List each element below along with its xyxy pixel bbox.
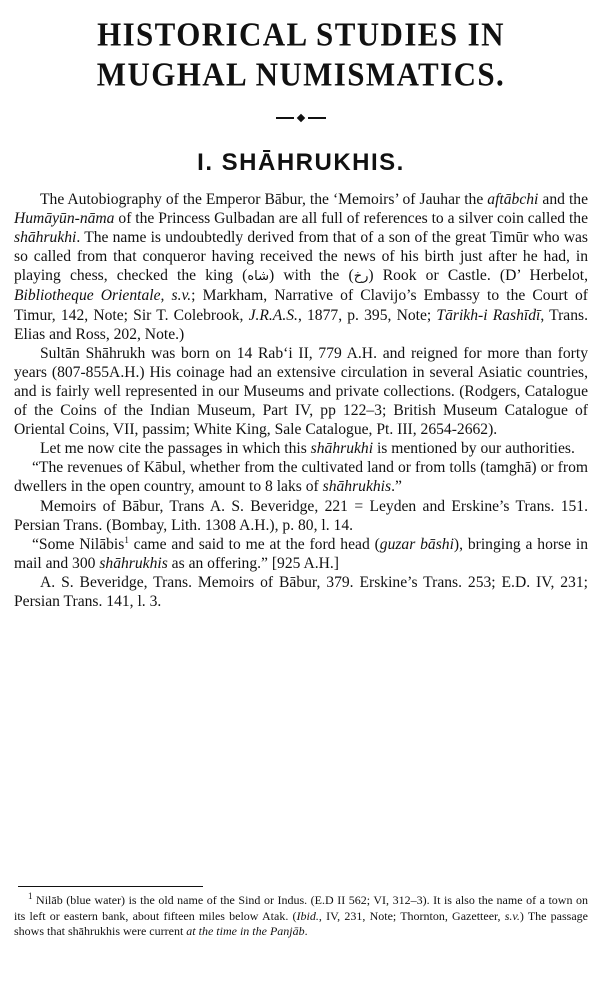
footnote-1: $^1$ Nilāb (blue water) is the old name of the Sind or Indus. (E.D II 562; VI, 312–3). It is also the name of a town on its left or eastern bank, about fifteen miles below Atak. (Ibid., IV, 231, Note; Thornton, Gazetteer, s.v.) The passage shows that shāhrukhis were current at the time in the Panjāb. bbox=[14, 891, 589, 939]
footnotes bbox=[14, 886, 588, 940]
citation-2: A. S. Beveridge, Trans. Memoirs of Bābur, 379. Erskine’s Trans. 253; E.D. IV, 231; Persian Trans. 141, l. 3. bbox=[14, 573, 588, 610]
body-text bbox=[14, 190, 588, 611]
page-title bbox=[14, 14, 588, 94]
quotation-1: “The revenues of Kābul, whether from the cultivated land or from tolls (tamghā) or from dwellers in the open country, amount to 8 laks of shāhrukhis.” bbox=[14, 459, 588, 496]
citation-1: Memoirs of Bābur, Trans A. S. Beveridge, 221 = Leyden and Erskine’s Trans. 151. Persian Trans. (Bombay, Lith. 1308 A.H.), p. 80, l. 14. bbox=[14, 497, 588, 534]
section-title: I. SHĀHRUKHIS. bbox=[197, 149, 405, 176]
title-line-2: MUGHAL NUMISMATICS. bbox=[96, 55, 506, 93]
paragraph-2: Sultān Shāhrukh was born on 14 Rab‘i II, 779 A.H. and reigned for more than forty years (807-855A.H.) His coinage had an extensive circulation in several Asiatic countries, and is fairly well represented in our Museums and private collections. (Rodgers, Catalogue of the Coins of the Indian Museum, Part IV, pp 122–3; British Museum Catalogue of Oriental Coins, VII, passim; White King, Sale Catalogue, Pt. III, 2654-2662). bbox=[14, 344, 588, 439]
arabic-rukh: رخ bbox=[353, 269, 369, 285]
arabic-shah: شاه bbox=[247, 269, 270, 285]
footnote-marker: 1 bbox=[124, 534, 129, 545]
title-line-1: HISTORICAL STUDIES IN bbox=[97, 15, 505, 53]
footnote-rule bbox=[18, 886, 203, 887]
quotation-2: “Some Nilābis$^1$ came and said to me at the ford head (guzar bāshi), bringing a horse in mail and 300 shāhrukhis as an offering.” [925 A.H.] bbox=[14, 534, 589, 572]
paragraph-1: The Autobiography of the Emperor Bābur, the ‘Memoirs’ of Jauhar the aftābchi and the Humāyūn-nāma of the Princess Gulbadan are all full of references to a silver coin called the shāhrukhi. The name is undoubtedly derived from that of a son of the great Timūr who was so called from that conqueror having received the news of his birth just after he had, in playing chess, checked the king (شاه) with the (رخ) Rook or Castle. (D’ Herbelot, Bibliotheque Orientale, s.v.; Markham, Narrative of Clavijo’s Embassy to the Court of Timur, 142, Note; Sir T. Colebrook, J.R.A.S., 1877, p. 395, Note; Tārikh-i Rashīdī, Trans. Elias and Ross, 202, Note.) bbox=[14, 191, 588, 343]
ornament-divider bbox=[14, 114, 588, 122]
paragraph-3: Let me now cite the passages in which this shāhrukhi is mentioned by our authorities. bbox=[40, 440, 575, 458]
